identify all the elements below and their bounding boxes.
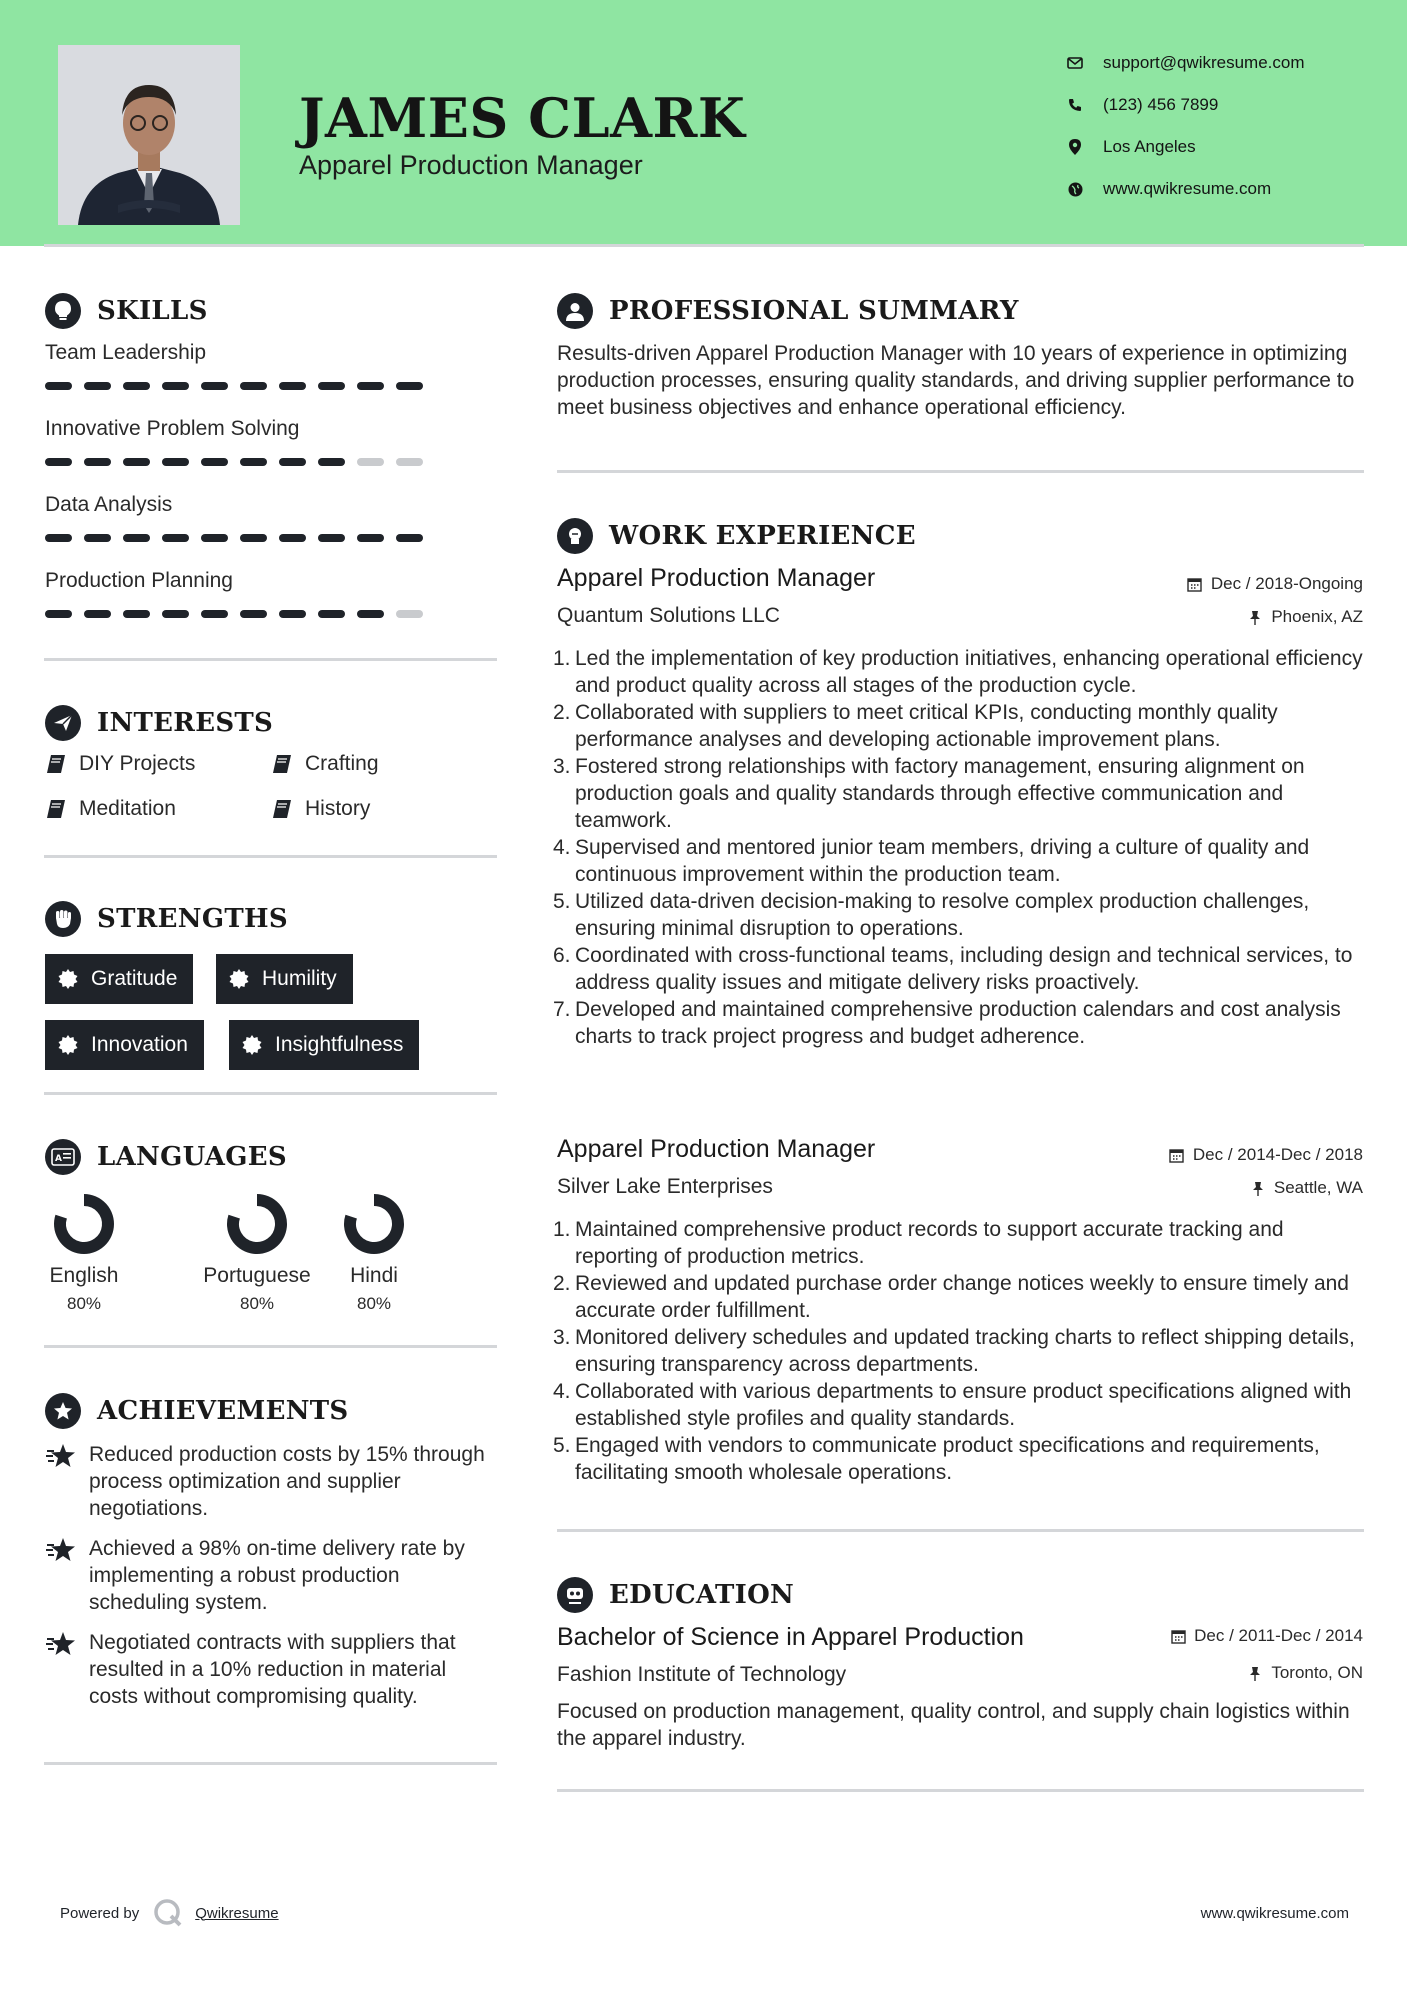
svg-text:A: A: [55, 1154, 62, 1164]
section-divider: [557, 470, 1364, 473]
qwikresume-link[interactable]: Qwikresume: [195, 1904, 279, 1922]
strength-label: Insightfulness: [275, 1033, 404, 1056]
interest-label: DIY Projects: [79, 752, 196, 775]
job-dates-text: Dec / 2014-Dec / 2018: [1192, 1145, 1363, 1164]
skill-item: [45, 417, 465, 441]
badge-icon: [228, 968, 250, 990]
experience-title: WORK EXPERIENCE: [609, 521, 916, 551]
pushpin-icon: [1250, 1180, 1266, 1196]
language-gauge: [52, 1192, 116, 1256]
star-badge-icon: [45, 1393, 81, 1429]
skill-item: [45, 569, 465, 593]
skill-dash-filled: [84, 610, 111, 618]
skills-heading: [45, 293, 208, 329]
calendar-icon: [1187, 576, 1203, 592]
interest-label: Crafting: [305, 752, 379, 775]
skill-dash-filled: [162, 610, 189, 618]
footer-website[interactable]: www.qwikresume.com: [1200, 1905, 1349, 1922]
section-divider: [557, 1529, 1364, 1532]
badge-icon: [57, 968, 79, 990]
education-description: Focused on production management, quality control, and supply chain logistics within the apparel industry.: [557, 1700, 1350, 1750]
skill-dash-filled: [84, 534, 111, 542]
section-divider: [44, 1092, 497, 1095]
contact-location: Los Angeles: [1103, 137, 1196, 156]
language-name: Hindi: [350, 1264, 398, 1287]
strengths-heading: [45, 901, 288, 937]
star-icon: [45, 1535, 77, 1565]
skill-rating: [45, 610, 423, 618]
language-item: [197, 1192, 317, 1314]
achievement-item: [45, 1441, 495, 1522]
summary-text: Results-driven Apparel Production Manager with 10 years of experience in optimizing production processes, ensuring quality standards, and driving supplier performance to meet business objectives and enhance operational efficiency.: [557, 342, 1355, 419]
language-percent: 80%: [239, 1294, 275, 1313]
strength-label: Innovation: [91, 1033, 188, 1056]
education-title: EDUCATION: [609, 1580, 795, 1610]
contact-email[interactable]: support@qwikresume.com: [1103, 53, 1305, 72]
job-title: Apparel Production Manager: [557, 564, 876, 592]
graduation-icon: [557, 1577, 593, 1613]
skill-rating: [45, 458, 423, 466]
interest-item: [271, 797, 370, 821]
skill-dash-filled: [45, 534, 72, 542]
strength-tag: [229, 1020, 419, 1070]
skill-dash-filled: [318, 458, 345, 466]
star-icon: [45, 1629, 77, 1659]
skill-item: [45, 493, 465, 517]
skill-dash-filled: [357, 534, 384, 542]
job-bullet: 1. Maintained comprehensive product records to support accurate tracking and reporting of production metrics.: [553, 1218, 1284, 1268]
skill-dash-empty: [357, 458, 384, 466]
book-icon: [271, 798, 293, 820]
job-bullet: 3. Fostered strong relationships with factory management, ensuring alignment on production goals and quality standards through effective communication and teamwork.: [553, 755, 1305, 832]
language-percent: 80%: [356, 1294, 392, 1313]
experience-heading: [557, 518, 916, 554]
skill-dash-filled: [123, 534, 150, 542]
job-bullet: 2. Reviewed and updated purchase order change notices weekly to ensure timely and accurate order fulfillment.: [553, 1272, 1349, 1322]
resume-header: [0, 0, 1407, 246]
job-bullets: [553, 645, 1365, 1050]
skill-dash-filled: [318, 534, 345, 542]
job-bullet: 4. Supervised and mentored junior team members, driving a culture of quality and continuous improvement within the production team.: [553, 836, 1310, 886]
section-divider: [44, 658, 497, 661]
job-bullet: 4. Collaborated with various departments to ensure product specifications aligned with established style profiles and quality standards.: [553, 1380, 1352, 1430]
strengths-title: STRENGTHS: [97, 904, 288, 934]
skill-dash-filled: [201, 382, 228, 390]
skill-dash-filled: [84, 458, 111, 466]
skill-dash-filled: [279, 382, 306, 390]
book-icon: [271, 753, 293, 775]
achievement-item: [45, 1535, 495, 1616]
skill-dash-filled: [318, 382, 345, 390]
skill-dash-filled: [45, 610, 72, 618]
job-title: Apparel Production Manager: [557, 1135, 876, 1163]
skill-dash-filled: [279, 610, 306, 618]
job-location-text: Seattle, WA: [1273, 1178, 1363, 1197]
skill-dash-filled: [162, 534, 189, 542]
job-bullet: 1. Led the implementation of key production initiatives, enhancing operational efficiency and product quality across all stages of the production cycle.: [553, 647, 1363, 697]
globe-icon: [1065, 179, 1085, 199]
badge-icon: [241, 1034, 263, 1056]
skill-dash-filled: [240, 458, 267, 466]
contact-website[interactable]: www.qwikresume.com: [1103, 179, 1272, 198]
skill-item: [45, 341, 465, 365]
skill-dash-filled: [201, 534, 228, 542]
contact-phone-row: [1065, 84, 1305, 126]
education-location: [1247, 1663, 1363, 1683]
education-location-text: Toronto, ON: [1271, 1663, 1363, 1682]
skill-dash-filled: [240, 382, 267, 390]
section-divider: [44, 1345, 497, 1348]
badge-icon: [57, 1034, 79, 1056]
language-name: English: [49, 1264, 119, 1287]
achievement-text: Achieved a 98% on-time delivery rate by implementing a robust production scheduling system.: [89, 1537, 465, 1614]
language-item: [24, 1192, 144, 1314]
achievements-title: ACHIEVEMENTS: [97, 1396, 349, 1426]
job-bullet: 6. Coordinated with cross-functional teams, including design and technical services, to address quality issues and mitigate delivery risks proactively.: [553, 944, 1353, 994]
interests-title: INTERESTS: [97, 708, 274, 738]
skill-dash-filled: [279, 534, 306, 542]
strength-tag: [216, 954, 353, 1004]
skill-dash-filled: [396, 534, 423, 542]
job-bullet: 5. Engaged with vendors to communicate product specifications and requirements, facilitating smooth wholesale operations.: [553, 1434, 1320, 1484]
interest-label: History: [305, 797, 371, 820]
degree-title: Bachelor of Science in Apparel Production: [557, 1623, 1024, 1651]
calendar-icon: [1169, 1147, 1185, 1163]
skill-dash-filled: [84, 382, 111, 390]
skill-dash-filled: [201, 458, 228, 466]
powered-by-label: Powered by: [60, 1904, 140, 1922]
strength-label: Gratitude: [91, 967, 178, 990]
skill-dash-filled: [357, 382, 384, 390]
skill-dash-filled: [279, 458, 306, 466]
skill-dash-empty: [396, 458, 423, 466]
section-divider: [44, 855, 497, 858]
calendar-icon: [1170, 1628, 1186, 1644]
language-gauge: [342, 1192, 406, 1256]
job-company: Quantum Solutions LLC: [557, 604, 780, 627]
achievement-item: [45, 1629, 495, 1710]
contact-info: [1065, 42, 1305, 210]
interest-item: [45, 752, 195, 776]
phone-icon: [1065, 95, 1085, 115]
qwikresume-logo-icon: [153, 1898, 183, 1928]
contact-email-row[interactable]: [1065, 42, 1305, 84]
job-bullet: 7. Developed and maintained comprehensive production calendars and cost analysis charts to track project progress and budget adherence.: [553, 998, 1341, 1048]
language-item: [314, 1192, 434, 1314]
job-company: Silver Lake Enterprises: [557, 1175, 773, 1198]
interest-item: [45, 797, 176, 821]
education-heading: [557, 1577, 794, 1613]
skill-dash-filled: [123, 458, 150, 466]
language-name: Portuguese: [203, 1264, 311, 1287]
contact-phone: (123) 456 7899: [1103, 95, 1219, 114]
language-gauge: [225, 1192, 289, 1256]
job-bullets: [553, 1216, 1365, 1486]
languages-title: LANGUAGES: [97, 1142, 287, 1172]
strength-label: Humility: [262, 967, 337, 990]
education-dates-text: Dec / 2011-Dec / 2014: [1194, 1626, 1363, 1645]
skill-dash-filled: [45, 382, 72, 390]
skill-dash-filled: [396, 382, 423, 390]
language-percent: 80%: [66, 1294, 102, 1313]
job-dates-text: Dec / 2018-Ongoing: [1210, 574, 1363, 593]
interests-heading: [45, 705, 273, 741]
skill-dash-filled: [162, 382, 189, 390]
education-dates: [1170, 1626, 1363, 1646]
candidate-title: Apparel Production Manager: [299, 150, 643, 180]
skill-dash-filled: [123, 610, 150, 618]
achievement-text: Reduced production costs by 15% through process optimization and supplier negotiations.: [89, 1443, 485, 1520]
skill-label: Production Planning: [45, 569, 233, 592]
briefcase-icon: [557, 518, 593, 554]
school-name: Fashion Institute of Technology: [557, 1663, 847, 1686]
paper-plane-icon: [45, 705, 81, 741]
skills-title: SKILLS: [97, 296, 208, 326]
interest-item: [271, 752, 379, 776]
skill-dash-filled: [45, 458, 72, 466]
skill-label: Team Leadership: [45, 341, 207, 364]
interest-label: Meditation: [79, 797, 176, 820]
candidate-name: JAMES CLARK: [299, 86, 746, 150]
job-location: [1247, 607, 1363, 627]
skill-dash-filled: [357, 610, 384, 618]
job-dates: [1169, 1145, 1363, 1165]
skill-label: Data Analysis: [45, 493, 173, 516]
language-icon: [45, 1139, 81, 1175]
job-location: [1250, 1178, 1363, 1198]
contact-location-row: [1065, 126, 1305, 168]
section-divider: [44, 1762, 497, 1765]
job-location-text: Phoenix, AZ: [1271, 607, 1363, 626]
section-divider: [557, 1789, 1364, 1792]
map-pin-icon: [1065, 137, 1085, 157]
skill-dash-filled: [318, 610, 345, 618]
skill-rating: [45, 534, 423, 542]
skill-rating: [45, 382, 423, 390]
lightbulb-icon: [45, 293, 81, 329]
pushpin-icon: [1247, 1665, 1263, 1681]
skill-dash-filled: [162, 458, 189, 466]
star-icon: [45, 1441, 77, 1471]
skill-dash-filled: [240, 610, 267, 618]
job-bullet: 3. Monitored delivery schedules and updated tracking charts to reflect shipping details, ensuring transparency across departments.: [553, 1326, 1355, 1376]
header-divider: [44, 244, 1364, 247]
achievements-heading: [45, 1393, 349, 1429]
book-icon: [45, 753, 67, 775]
summary-heading: [557, 293, 1019, 329]
skill-label: Innovative Problem Solving: [45, 417, 300, 440]
skill-dash-filled: [123, 382, 150, 390]
skill-dash-filled: [240, 534, 267, 542]
achievement-text: Negotiated contracts with suppliers that resulted in a 10% reduction in material costs without compromising quality.: [89, 1631, 456, 1708]
skill-dash-empty: [396, 610, 423, 618]
pushpin-icon: [1247, 609, 1263, 625]
summary-title: PROFESSIONAL SUMMARY: [609, 296, 1019, 326]
job-bullet: 2. Collaborated with suppliers to meet critical KPIs, conducting monthly quality performance analyses and developing actionable improvement plans.: [553, 701, 1278, 751]
strength-tag: [45, 954, 193, 1004]
book-icon: [45, 798, 67, 820]
footer-branding: [60, 1898, 279, 1928]
skill-dash-filled: [201, 610, 228, 618]
profile-photo: [58, 45, 240, 225]
job-bullet: 5. Utilized data-driven decision-making to resolve complex production challenges, ensuring minimal disruption to operations.: [553, 890, 1310, 940]
envelope-icon: [1065, 53, 1085, 73]
contact-website-row[interactable]: [1065, 168, 1305, 210]
user-icon: [557, 293, 593, 329]
fist-icon: [45, 901, 81, 937]
strength-tag: [45, 1020, 204, 1070]
job-dates: [1187, 574, 1363, 594]
languages-heading: [45, 1139, 287, 1175]
